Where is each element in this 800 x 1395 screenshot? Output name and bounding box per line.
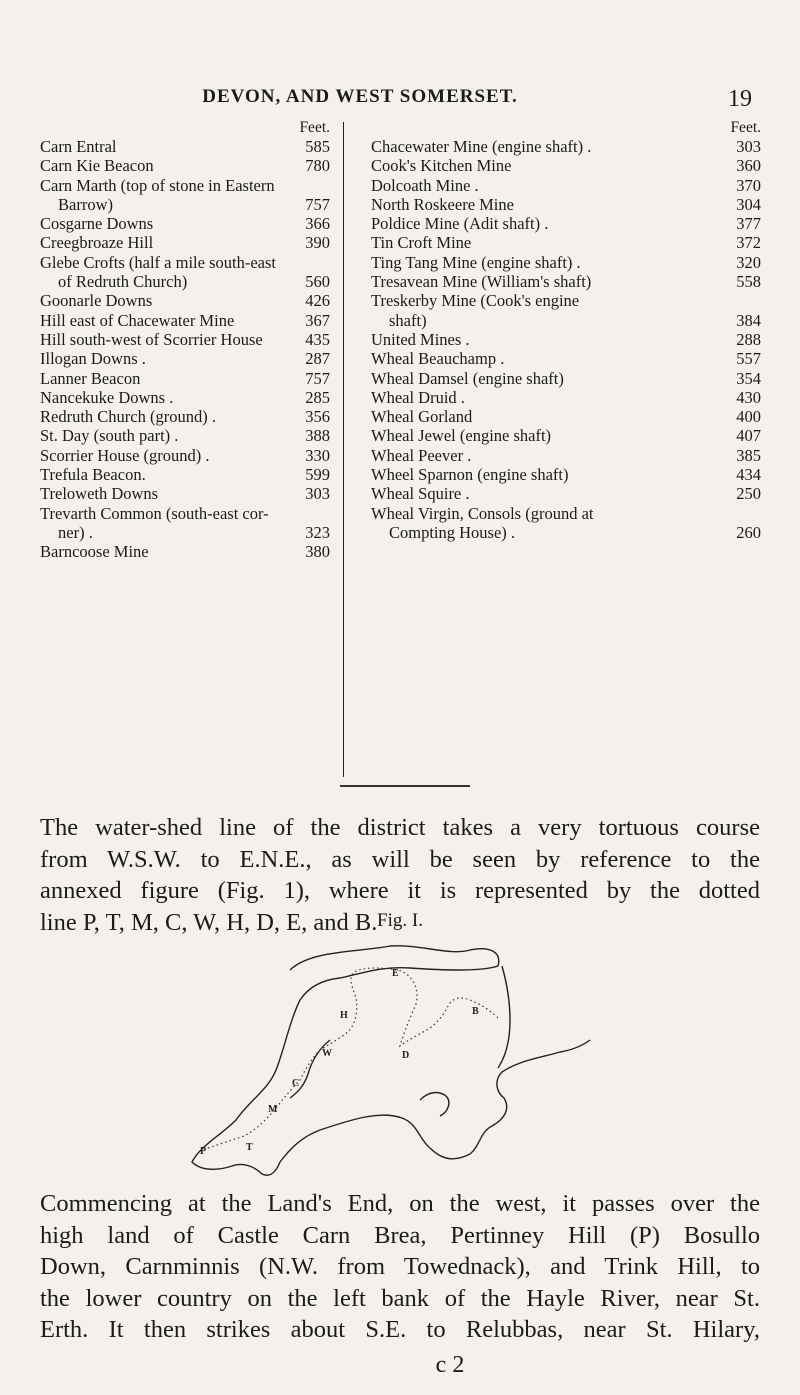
table-row [371, 137, 761, 156]
height-value: 356 [305, 407, 330, 427]
table-row [371, 407, 761, 426]
height-value: 303 [736, 137, 761, 156]
table-row [371, 446, 761, 465]
table-row [371, 233, 761, 252]
text-line: annexed figure (Fig. 1), where it is represented by the dotted [40, 877, 760, 904]
place-name: Dolcoath Mine . [371, 175, 479, 195]
figure-label-e: E [392, 968, 399, 979]
watershed-map-figure [180, 940, 640, 1180]
table-row [40, 311, 330, 330]
table-row [40, 137, 330, 156]
place-name: Trevarth Common (south-east cor- [40, 503, 269, 523]
table-row [371, 156, 761, 175]
place-name: Lanner Beacon [40, 368, 141, 388]
figure-label-m: M [268, 1104, 278, 1115]
figure-label-w: W [322, 1048, 332, 1059]
table-row [40, 349, 330, 368]
place-name: North Roskeere Mine [371, 194, 514, 214]
height-value: 560 [305, 272, 330, 292]
place-name: Cosgarne Downs [40, 214, 154, 234]
heights-table-right [371, 118, 761, 542]
height-value: 323 [305, 522, 330, 542]
table-row-continuation [40, 272, 330, 291]
table-row [371, 272, 761, 291]
table-row [40, 156, 330, 175]
height-value: 366 [305, 214, 330, 234]
height-value: 377 [736, 214, 761, 234]
height-value: 370 [736, 175, 761, 195]
table-row [371, 214, 761, 233]
table-row [40, 176, 330, 195]
height-value: 385 [736, 445, 761, 465]
figure-label-c: C [292, 1078, 300, 1089]
place-name: Hill south-west of Scorrier House [40, 329, 263, 349]
place-name: Carn Marth (top of stone in Eastern [40, 175, 275, 195]
place-name: Chacewater Mine (engine shaft) . [371, 137, 592, 156]
page-header [0, 86, 800, 112]
height-value: 303 [305, 484, 330, 504]
place-name-continued: of Redruth Church) [58, 272, 188, 292]
text-line: line P, T, M, C, W, H, D, E, and B. [40, 908, 378, 936]
table-row [371, 330, 761, 349]
text-line: from W.S.W. to E.N.E., as will be seen by reference to the [40, 845, 760, 873]
place-name-continued: Barrow) [58, 194, 113, 214]
place-name-continued: Compting House) . [389, 522, 516, 542]
place-name: Glebe Crofts (half a mile south-east [40, 252, 276, 272]
place-name: Ting Tang Mine (engine shaft) . [371, 252, 581, 272]
table-row [40, 426, 330, 445]
table-row [40, 465, 330, 484]
signature-mark: c 2 [435, 1352, 465, 1378]
height-value: 287 [305, 349, 330, 369]
coastline-east [498, 966, 510, 1068]
place-name: Wheel Sparnon (engine shaft) [371, 465, 569, 485]
table-row [40, 369, 330, 388]
place-name: Wheal Squire . [371, 484, 470, 504]
place-name: Carn Entral [40, 137, 117, 156]
table-row [371, 388, 761, 407]
height-value: 435 [305, 329, 330, 349]
place-name: Treloweth Downs [40, 484, 159, 504]
text-line: the lower country on the left bank of the Hayle River, near St. [40, 1284, 760, 1312]
table-row-continuation [371, 523, 761, 542]
height-value: 388 [305, 426, 330, 446]
column-divider [343, 122, 344, 777]
table-row-continuation [371, 311, 761, 330]
table-row [40, 233, 330, 252]
place-name: Hill east of Chacewater Mine [40, 310, 235, 330]
table-row [371, 253, 761, 272]
height-value: 372 [736, 233, 761, 253]
place-name: Tresavean Mine (William's shaft) [371, 272, 592, 292]
height-value: 285 [305, 387, 330, 407]
height-value: 367 [305, 310, 330, 330]
place-name: Goonarle Downs [40, 291, 153, 311]
feet-column-header: Feet. [299, 119, 330, 136]
height-value: 330 [305, 445, 330, 465]
place-name: Wheal Jewel (engine shaft) [371, 426, 552, 446]
place-name: Cook's Kitchen Mine [371, 156, 512, 176]
place-name: United Mines . [371, 329, 470, 349]
section-rule [340, 785, 470, 787]
table-row [371, 369, 761, 388]
table-row [40, 214, 330, 233]
watershed-dotted-line [208, 968, 498, 1148]
place-name: Wheal Virgin, Consols (ground at [371, 503, 594, 523]
height-value: 757 [305, 194, 330, 214]
table-row [40, 388, 330, 407]
height-value: 426 [305, 291, 330, 311]
place-name: Wheal Peever . [371, 445, 472, 465]
table-row [40, 446, 330, 465]
table-row [40, 330, 330, 349]
place-name-continued: shaft) [389, 310, 427, 330]
table-row [371, 484, 761, 503]
place-name: St. Day (south part) . [40, 426, 179, 446]
table-row [371, 426, 761, 445]
table-row [40, 484, 330, 503]
height-value: 384 [736, 310, 761, 330]
place-name: Nancekuke Downs . [40, 387, 174, 407]
figure-label-b: B [472, 1006, 479, 1017]
figure-label-d: D [402, 1050, 410, 1061]
height-value: 407 [736, 426, 761, 446]
text-line: Commencing at the Land's End, on the west, it passes over the [40, 1190, 760, 1217]
page-number: 19 [728, 86, 752, 112]
place-name: Wheal Beauchamp . [371, 349, 505, 369]
place-name: Treskerby Mine (Cook's engine [371, 291, 580, 311]
height-value: 360 [736, 156, 761, 176]
table-row [371, 195, 761, 214]
figure-label-t: T [246, 1142, 253, 1153]
height-value: 434 [736, 465, 761, 485]
text-line: Erth. It then strikes about S.E. to Relubbas, near St. Hilary, [40, 1316, 760, 1343]
table-row [40, 407, 330, 426]
place-name: Wheal Druid . [371, 387, 465, 407]
table-row [40, 542, 330, 561]
height-value: 585 [305, 137, 330, 156]
place-name: Illogan Downs . [40, 349, 146, 369]
place-name: Barncoose Mine [40, 542, 149, 562]
running-title: DEVON, AND WEST SOMERSET. [202, 86, 518, 107]
feet-column-header: Feet. [730, 119, 761, 136]
table-row [371, 176, 761, 195]
table-row [40, 253, 330, 272]
height-value: 304 [736, 194, 761, 214]
place-name: Wheal Gorland [371, 407, 473, 427]
height-value: 380 [305, 542, 330, 562]
height-value: 430 [736, 387, 761, 407]
height-value: 320 [736, 252, 761, 272]
heights-table-left [40, 118, 330, 562]
figure-label-p: P [200, 1146, 207, 1157]
height-value: 557 [736, 349, 761, 369]
place-name: Redruth Church (ground) . [40, 407, 216, 427]
table-row [371, 504, 761, 523]
table-row [371, 291, 761, 310]
table-row [371, 349, 761, 368]
height-value: 288 [736, 329, 761, 349]
place-name: Poldice Mine (Adit shaft) . [371, 214, 549, 234]
figure-label-h: H [340, 1010, 348, 1021]
height-value: 558 [736, 272, 761, 292]
text-line: The water-shed line of the district takes a very tortuous course [40, 814, 760, 841]
place-name: Scorrier House (ground) . [40, 445, 210, 465]
height-value: 250 [736, 484, 761, 504]
table-row-continuation [40, 195, 330, 214]
height-value: 260 [736, 522, 761, 542]
place-name: Tin Croft Mine [371, 233, 472, 253]
place-name: Carn Kie Beacon [40, 156, 154, 176]
table-row [40, 504, 330, 523]
coastline-detail-2 [420, 1093, 449, 1116]
height-value: 354 [736, 368, 761, 388]
place-name-continued: ner) . [58, 522, 93, 542]
figure-caption: Fig. I. [377, 910, 423, 931]
paragraph-commencing [40, 1188, 760, 1346]
place-name: Creegbroaze Hill [40, 233, 154, 253]
height-value: 757 [305, 368, 330, 388]
place-name: Wheal Damsel (engine shaft) [371, 368, 564, 388]
table-row-continuation [40, 523, 330, 542]
table-row [40, 291, 330, 310]
height-value: 400 [736, 407, 761, 427]
place-name: Trefula Beacon. [40, 465, 146, 485]
height-value: 599 [305, 465, 330, 485]
text-line: Down, Carnminnis (N.W. from Towednack), and Trink Hill, to [40, 1253, 760, 1280]
table-row [371, 465, 761, 484]
height-value: 390 [305, 233, 330, 253]
height-value: 780 [305, 156, 330, 176]
text-line: high land of Castle Carn Brea, Pertinney Hill (P) Bosullo [40, 1221, 760, 1249]
